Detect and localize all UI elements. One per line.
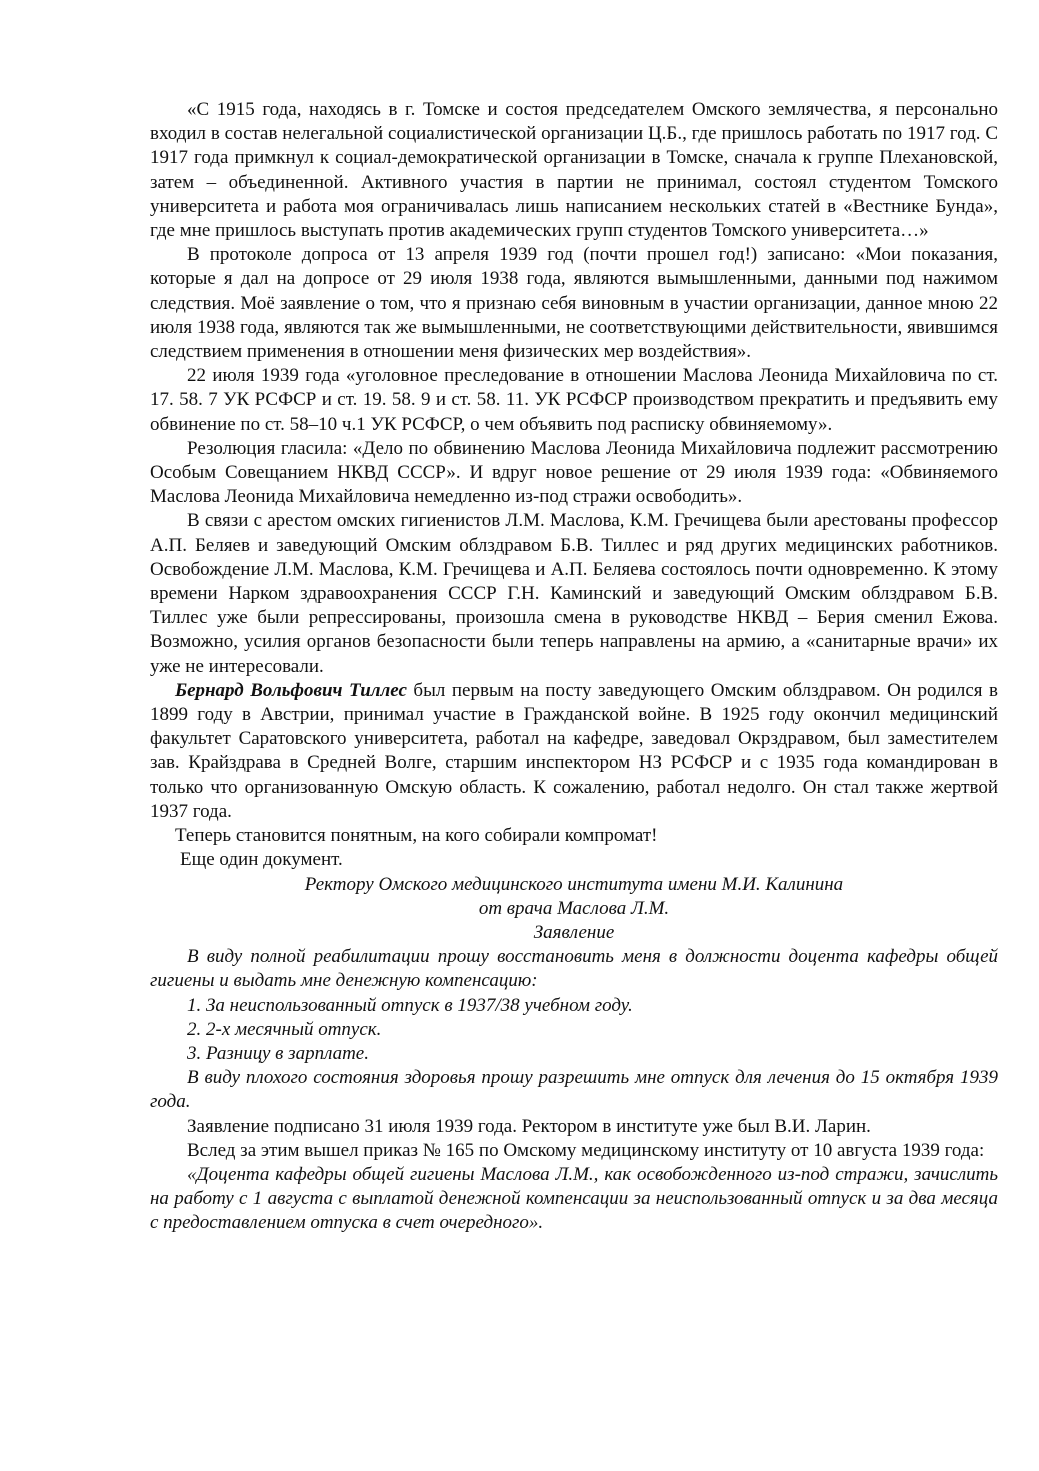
address-line-2: от врача Маслова Л.М.: [478, 897, 670, 919]
tilles-bio: был первым на посту заведующего Омским облздравом. Он родился в 1899 году в Австрии, принимал участие в Гражданской войне. В 1925 году окончил медицинский факультет Саратовского университета, работал на кафедре, заведовал Окрздравом, был заместителем зав. Крайздрава в Средней Волге, старшим инспектором НЗ РСФСР и с 1935 года командирован в только что организованную Омскую область. К сожалению, работал недолго. Он стал также жертвой 1937 года.: [150, 679, 998, 822]
document-title: Заявление: [533, 921, 615, 943]
list-item-1: 1. За неиспользованный отпуск в 1937/38 учебном году.: [187, 994, 633, 1016]
paragraph-protocol: В протоколе допроса от 13 апреля 1939 год (почти прошел год!) записано: «Мои показания, которые я дал на допросе от 29 июля 1938 года, являются вымышленными, данными под нажимом следствия. Моё заявление о том, что я признаю себя виновным в участии организации, данное мною 22 июля 1938 года, являются так же вымышленными, не соответствующими действительности, явившимся следствием применения в отношении меня физических мер воздействия».: [150, 244, 998, 363]
paragraph-another-doc: Еще один документ.: [180, 849, 343, 871]
paragraph-resolution: Резолюция гласила: «Дело по обвинению Маслова Леонида Михайловича подлежит рассмотрению Особым Совещанием НКВД СССР». И вдруг новое решение от 29 июля 1939 года: «Обвиняемого Маслова Леонида Михайловича немедленно из-под стражи освободить».: [150, 437, 998, 508]
paragraph-kompromat: Теперь становится понятным, на кого собирали компромат!: [175, 825, 658, 847]
paragraph-arrests: В связи с арестом омских гигиенистов Л.М. Маслова, К.М. Гречищева были арестованы профессор А.П. Беляев и заведующий Омским облздравом Б.В. Тиллес и ряд других медицинских работников. Освобождение Л.М. Маслова, К.М. Гречищева и А.П. Беляева состоялось почти одновременно. К этому времени Нарком здравоохранения СССР Г.Н. Каминский и заведующий Омским облздравом Б.В. Тиллес уже были репрессированы, произошла смена в руководстве НКВД – Берия сменил Ежова. Возможно, усилия органов безопасности были теперь направлены на армию, а «санитарные врачи» их уже не интересовали.: [150, 510, 998, 677]
tilles-name: Бернард Вольфович Тиллес: [175, 679, 407, 701]
document-page: [150, 98, 998, 1236]
paragraph-tilles: [150, 679, 998, 824]
paragraph-order-165: Вслед за этим вышел приказ № 165 по Омскому медицинскому институту от 10 августа 1939 года:: [187, 1139, 985, 1161]
paragraph-july-22: 22 июля 1939 года «уголовное преследование в отношении Маслова Леонида Михайловича по ст. 17. 58. 7 УК РСФСР и ст. 19. 58. 9 и ст. 58. 11. УК РСФСР производством прекратить и предъявить ему обвинение по ст. 58–10 ч.1 УК РСФСР, о чем объявить под расписку обвиняемому».: [150, 365, 998, 435]
address-line-1: Ректору Омского медицинского института имени М.И. Калинина: [304, 873, 844, 895]
paragraph-health-leave: В виду плохого состояния здоровья прошу разрешить мне отпуск для лечения до 15 октября 1939 года.: [150, 1067, 998, 1113]
paragraph-order-quote: «Доцента кафедры общей гигиены Маслова Л.М., как освобожденного из-под стражи, зачислить на работу с 1 августа с выплатой денежной компенсации за неиспользованный отпуск и за два месяца с предоставлением отпуска в счет очередного».: [150, 1163, 998, 1234]
paragraph-rehabilitation: В виду полной реабилитации прошу восстановить меня в должности доцента кафедры общей гигиены и выдать мне денежную компенсацию:: [150, 946, 998, 992]
list-item-2: 2. 2-х месячный отпуск.: [187, 1018, 382, 1040]
paragraph-quote-1915: «С 1915 года, находясь в г. Томске и состоя председателем Омского землячества, я персонально входил в состав нелегальной социалистической организации Ц.Б., где пришлось работать по 1917 год. С 1917 года примкнул к социал-демократической организации в Томске, сначала к группе Плехановской, затем – объединенной. Активного участия в партии не принимал, состоял студентом Томского университета и работа моя ограничивалась лишь написанием нескольких статей в «Вестнике Бунда», где мне пришлось выступать против академических групп студентов Томского университета…»: [150, 99, 998, 242]
list-item-3: 3. Разницу в зарплате.: [187, 1042, 369, 1064]
paragraph-signed: Заявление подписано 31 июля 1939 года. Ректором в институте уже был В.И. Ларин.: [187, 1115, 871, 1137]
